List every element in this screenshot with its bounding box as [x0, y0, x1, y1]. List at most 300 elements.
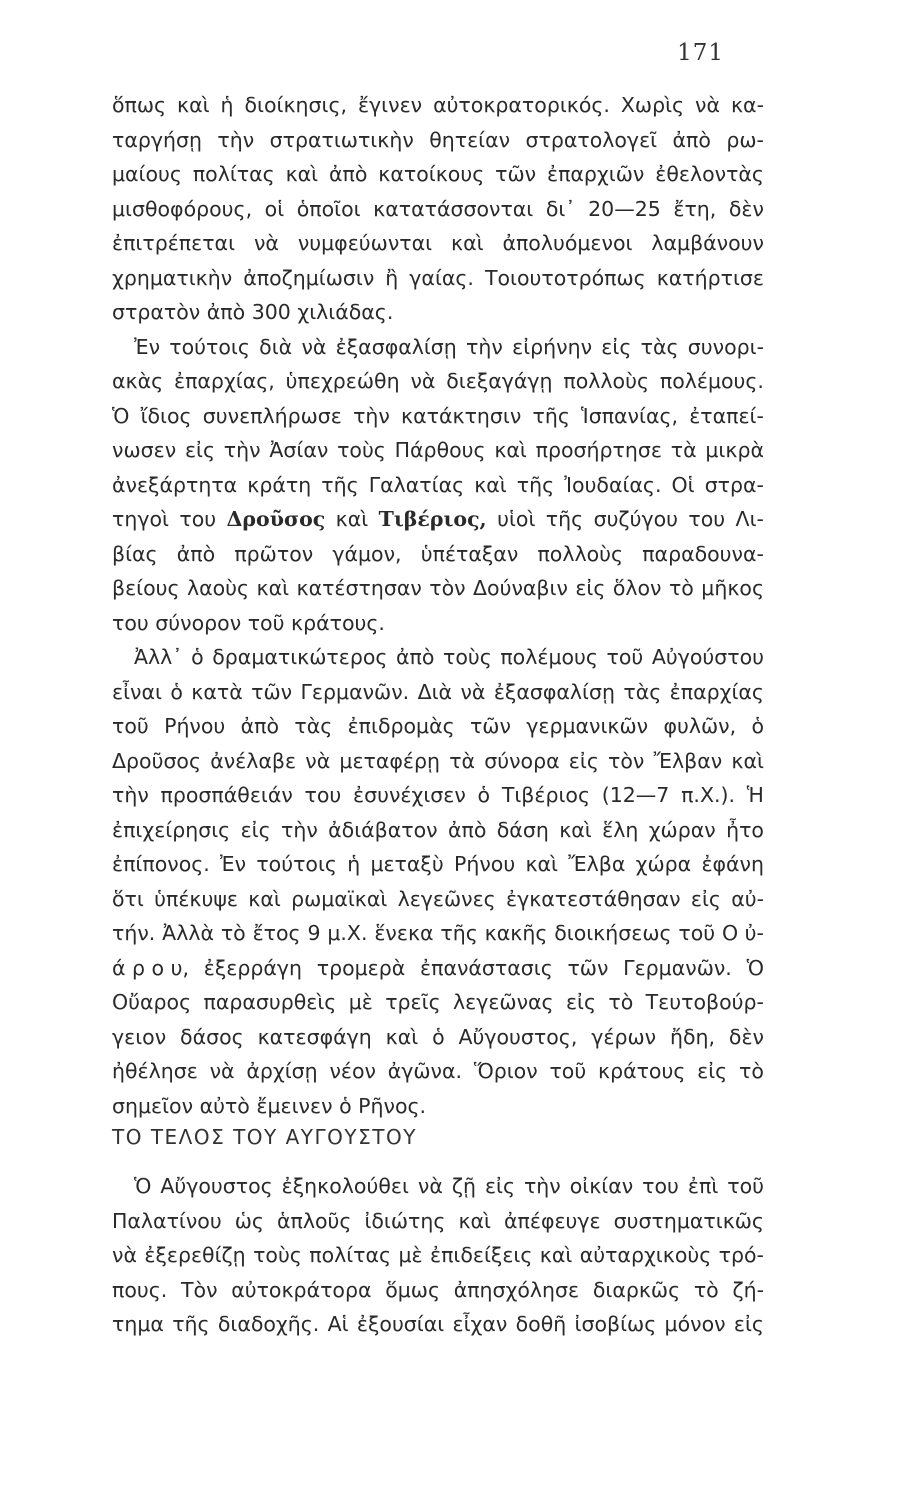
word: ἀπέφευγε: [504, 1208, 601, 1233]
word: γέρων: [591, 1024, 657, 1049]
word: εἰρήνην: [512, 334, 593, 359]
word: ἐπὶ: [687, 1174, 719, 1198]
word: ὅλον: [612, 576, 662, 600]
word: δοθῆ: [515, 1312, 567, 1336]
word: κράτους: [597, 1059, 686, 1083]
word: κατοίκους: [378, 162, 485, 186]
word: καὶ: [539, 1243, 573, 1267]
word: δραματικώτερος: [212, 645, 388, 669]
word: εἰς: [184, 438, 215, 462]
word: ταργήσῃ: [112, 127, 202, 152]
word: κατάκτησιν: [401, 403, 522, 428]
word: Παλατίνου: [112, 1208, 222, 1233]
word: ἢ: [385, 265, 399, 290]
word: τῆς: [545, 507, 584, 531]
page-number: 171: [677, 40, 724, 66]
word: διοικήσεως: [554, 921, 672, 945]
word: ὁ: [477, 783, 491, 807]
word: του: [688, 507, 726, 531]
text-line: [112, 640, 764, 675]
text-line: [112, 192, 764, 227]
word: ὁ: [432, 1024, 445, 1049]
word: λαμβάνουν: [651, 231, 764, 255]
word: δὲν: [728, 196, 764, 221]
word: τὴν: [523, 1174, 561, 1198]
word: γερμανικῶν: [526, 714, 649, 738]
word: καὶ: [450, 231, 484, 255]
word: πολέμους: [500, 645, 598, 669]
word: παραδουνα-: [642, 541, 764, 566]
word: οἰκίαν: [569, 1174, 634, 1198]
word: Ὅριον: [473, 1059, 538, 1083]
word: ἔμεινεν: [256, 1093, 333, 1118]
word: τούτοις: [169, 334, 250, 359]
word: τοὺς: [442, 645, 492, 669]
word: πολίτας: [309, 1243, 392, 1267]
word: τοὺς: [253, 1243, 302, 1267]
word: τῆς: [321, 472, 359, 497]
word: ἐξασφαλίσῃ: [493, 679, 615, 704]
word: 300: [251, 300, 291, 324]
word: του: [304, 783, 342, 807]
word: μὲ: [348, 990, 373, 1014]
word: λεγεῶνες: [397, 886, 496, 911]
text-line: [112, 1307, 764, 1342]
word: ὅμως: [385, 1277, 440, 1302]
word: γειον: [112, 1024, 167, 1049]
word: τὸ: [608, 990, 634, 1014]
word: Λι-: [735, 507, 764, 531]
text-line: [112, 882, 764, 917]
word: Ἀλλ᾽: [134, 645, 183, 669]
word: παρασυρθεὶς: [203, 990, 337, 1014]
word: συνεπλήρωσε: [202, 403, 342, 428]
word: ἀγῶνα.: [387, 1059, 463, 1083]
word: εἶχαν: [452, 1312, 508, 1336]
word: βίας: [112, 541, 158, 566]
word: κα-: [730, 93, 764, 117]
word: ἡ: [220, 93, 234, 117]
word: καὶ: [248, 886, 281, 911]
text-line: [112, 502, 764, 537]
word: πολλοὺς: [563, 369, 649, 393]
word: Ὁ: [134, 1174, 152, 1198]
word: νυμφεύωνται: [297, 231, 433, 255]
word: Τευτοβούρ-: [645, 990, 764, 1014]
text-line: [112, 675, 764, 710]
word: πολέμους.: [659, 369, 764, 393]
word: τῆς: [172, 1312, 210, 1336]
word: ἰσοβίως: [574, 1312, 657, 1336]
word: τηγοὶ: [112, 507, 169, 531]
word: ὡς: [234, 1208, 264, 1233]
word: ἕλη: [602, 817, 639, 842]
word: ἐγκατεστάθησαν: [506, 886, 681, 911]
word: ἐξερεθίζῃ: [144, 1243, 246, 1267]
word: στρατολογεῖ: [525, 127, 658, 152]
word: γάμον,: [332, 541, 402, 566]
word: ακὰς: [112, 369, 164, 393]
word: ἡ: [347, 852, 361, 876]
word: μισθοφόρους,: [112, 196, 253, 221]
word: αὐταρχικοὺς: [579, 1243, 712, 1267]
word: νὰ: [253, 231, 279, 255]
word: μ.Χ.: [327, 921, 368, 945]
word: σημεῖον: [112, 1093, 194, 1118]
word: εἰς: [575, 576, 606, 600]
word: μὲ: [398, 1243, 423, 1267]
word: ἐφάνη: [701, 852, 764, 876]
word: καὶ: [525, 852, 558, 876]
word: λαοὺς: [186, 576, 250, 600]
word: τὴν: [281, 817, 318, 842]
text-line: [112, 1204, 764, 1239]
word: τῆς: [440, 921, 478, 945]
word: ζῇ: [451, 1174, 476, 1198]
word: προσήρτησε: [535, 438, 662, 462]
word: στρα-: [704, 472, 764, 497]
word: ἐπιτρέπεται: [112, 231, 236, 255]
word: καὶ: [731, 748, 764, 773]
text-line: [112, 813, 764, 848]
word: αὐ-: [731, 886, 764, 911]
word: τρομερὰ: [316, 955, 406, 980]
word: τὴν: [353, 403, 390, 428]
word: κράτους.: [291, 610, 385, 635]
text-line: [112, 330, 764, 365]
word: διοίκησις,: [244, 93, 348, 117]
word: Οὔαρος: [112, 990, 192, 1014]
word: τοῦ: [727, 1174, 764, 1198]
word: βείους: [112, 576, 180, 600]
text-line: [112, 916, 764, 951]
word: τὸ: [693, 1277, 719, 1302]
word: Τὸν: [181, 1277, 218, 1302]
word: πους.: [112, 1277, 168, 1302]
word: καὶ: [559, 817, 592, 842]
word: τοὺς: [337, 438, 386, 462]
word: ἐπιδρομὰς: [347, 714, 455, 738]
word: εἶναι: [112, 679, 162, 704]
text-line: [112, 985, 764, 1020]
word: πολλοὺς: [537, 541, 624, 566]
word: μῆκος: [701, 576, 764, 600]
word: ἐπίπονος.: [112, 852, 210, 876]
word: τὴν: [112, 783, 149, 807]
word: Διὰ: [417, 679, 453, 704]
word: ἐπιδείξεις: [429, 1243, 533, 1267]
word: Ο ὐ-: [722, 921, 764, 945]
word: λεγεῶνας: [452, 990, 554, 1014]
word: Γερμανῶν.: [623, 955, 732, 980]
word: νωσεν: [112, 438, 177, 462]
word: του: [642, 1174, 679, 1198]
word: ὑπέταξαν: [420, 541, 519, 566]
word: Ἀσίαν: [269, 438, 329, 462]
word: ἦτο: [726, 817, 764, 842]
word: τὸ: [668, 576, 694, 600]
word: ἐξασφαλίσῃ: [335, 334, 457, 359]
word: τούτοις: [256, 852, 337, 876]
word: π.Χ.).: [681, 783, 736, 807]
word: ἀπὸ: [672, 127, 711, 152]
word: νὰ: [410, 369, 436, 393]
word: νὰ: [301, 334, 327, 359]
word: χιλιάδας.: [297, 300, 394, 324]
text-line: [112, 951, 764, 986]
word: κατέστησαν: [296, 576, 422, 600]
word: ὑπέκυψε: [154, 886, 238, 911]
word: ἀδιάβατον: [328, 817, 438, 842]
text-line: [112, 744, 764, 779]
text-line: [112, 1169, 764, 1204]
word: πρῶτον: [234, 541, 314, 566]
word: Χωρὶς: [620, 93, 685, 117]
word: κατήρτισε: [656, 265, 764, 290]
word: τοῦ: [606, 645, 644, 669]
word: εἰς: [565, 990, 597, 1014]
word: ὑπεχρεώθη: [285, 369, 400, 393]
word: ἀνεξάρτητα: [112, 472, 238, 497]
word: Ἀλλὰ: [162, 921, 214, 945]
word: τὸν: [608, 748, 645, 773]
word: Ἐν: [220, 852, 247, 876]
word: Τοιουτοτρόπως: [484, 265, 646, 290]
word: του: [179, 507, 217, 531]
word: καὶ: [474, 472, 507, 497]
word: θητείαν: [429, 127, 511, 152]
word: Οἱ: [671, 472, 695, 497]
word: τοῦ: [549, 1059, 587, 1083]
word: κατεσφάγη: [257, 1024, 372, 1049]
word: ὁ: [339, 1093, 352, 1118]
word: (12—7: [601, 783, 670, 807]
word: ἐσυνέχισεν: [353, 783, 466, 807]
word: ἀπὸ: [396, 645, 435, 669]
section-heading: ΤΟ ΤΕΛΟΣ ΤΟΥ ΑΥΓΟΥΣΤΟΥ: [112, 1125, 417, 1149]
word: ἀποζημίωσιν: [243, 265, 375, 290]
section-text-block: [112, 1169, 764, 1342]
word: οἱ: [264, 196, 285, 221]
word: Δροῦσος: [226, 507, 326, 531]
word: τὰ: [449, 748, 476, 773]
word: κατατάσσονται: [373, 196, 534, 221]
word: νὰ: [417, 1174, 443, 1198]
word: Αὐγούστου: [651, 645, 764, 669]
word: εἰς: [601, 334, 632, 359]
word: εἰς: [240, 817, 271, 842]
word: ἔτος: [252, 921, 301, 945]
text-line: [112, 1054, 764, 1089]
word: τῆς: [532, 403, 570, 428]
word: ἀπολυόμενοι: [502, 231, 633, 255]
text-line: [112, 364, 764, 399]
word: καὶ: [335, 507, 369, 531]
text-line: [112, 468, 764, 503]
word: ἤδη,: [669, 1024, 716, 1049]
word: εἰς: [733, 1312, 764, 1336]
word: ζή-: [732, 1277, 764, 1302]
word: Ὁ: [746, 955, 764, 980]
word: μικρὰ: [705, 438, 764, 462]
word: ἐθελοντὰς: [655, 162, 764, 186]
word: χώρα: [635, 852, 692, 876]
text-line: [112, 226, 764, 261]
text-line: [112, 157, 764, 192]
word: Αὔγουστος,: [458, 1024, 578, 1049]
word: προσπάθειάν: [160, 783, 293, 807]
word: μόνον: [664, 1312, 726, 1336]
text-line: [112, 537, 764, 572]
word: χρηματικὴν: [112, 265, 233, 290]
word: ἠθέλησε: [112, 1059, 198, 1083]
word: ἀρχίσῃ: [246, 1059, 318, 1083]
word: τὴν: [217, 127, 255, 152]
word: ἁπλοῦς: [276, 1208, 352, 1233]
word: τὸ: [220, 921, 246, 945]
word: αὐτοκράτορα: [231, 1277, 372, 1302]
word: ἀπὸ: [329, 162, 368, 186]
word: Ἡ: [746, 783, 764, 807]
text-line: [112, 1089, 764, 1124]
word: τῶν: [495, 162, 537, 186]
word: χώραν: [648, 817, 716, 842]
word: ἔτη,: [673, 196, 717, 221]
word: ἐξερράγη: [203, 955, 302, 980]
word: Ἔλβα: [568, 852, 626, 876]
word: ἀπὸ: [176, 541, 216, 566]
word: ἐταπεί-: [689, 403, 764, 428]
word: Γαλατίας: [368, 472, 465, 497]
word: νέον: [329, 1059, 376, 1083]
text-line: [112, 778, 764, 813]
word: τῶν: [469, 714, 511, 738]
word: Ἔλβαν: [653, 748, 723, 773]
word: νὰ: [305, 748, 331, 773]
word: ἐπιχείρησις: [112, 817, 231, 842]
word: τὴν: [466, 334, 503, 359]
word: κατὰ: [191, 679, 243, 704]
word: πολίτας: [192, 162, 275, 186]
word: ρω-: [726, 127, 764, 152]
text-line: [112, 261, 764, 296]
word: ἀπησχόλησε: [453, 1277, 580, 1302]
word: τοῦ: [112, 714, 149, 738]
word: Ὁ: [112, 403, 130, 428]
text-line: [112, 571, 764, 606]
word: ἀπὸ: [447, 817, 487, 842]
word: γαίας.: [409, 265, 474, 290]
word: Ἰουδαίας.: [564, 472, 662, 497]
word: ἐπαρχίας,: [174, 369, 275, 393]
word: ὁ: [191, 645, 204, 669]
text-line: [112, 847, 764, 882]
word: τὰς: [294, 714, 333, 738]
word: τὴν: [223, 438, 261, 462]
word: διὰ: [259, 334, 293, 359]
text-line: [112, 606, 764, 641]
word: νὰ: [209, 1059, 235, 1083]
word: Αὔγουστος: [160, 1174, 273, 1198]
word: υἱοὶ: [497, 507, 536, 531]
text-line: [112, 709, 764, 744]
word: ὅτι: [112, 886, 144, 911]
word: κράτη: [247, 472, 312, 497]
word: ἐξουσίαι: [356, 1312, 445, 1336]
word: τρό-: [718, 1243, 764, 1267]
word: ἔγινεν: [357, 93, 423, 117]
word: εἰς: [484, 1174, 515, 1198]
word: ὁ: [170, 679, 183, 704]
word: τὸν: [429, 576, 466, 600]
word: τὰ: [670, 438, 697, 462]
word: ἐξηκολούθει: [281, 1174, 409, 1198]
text-line: [112, 1273, 764, 1308]
word: δάσος: [180, 1024, 244, 1049]
word: Αἱ: [327, 1312, 349, 1336]
word: δι᾽: [545, 196, 576, 221]
word: τὸ: [739, 1059, 764, 1083]
word: τῶν: [251, 679, 293, 704]
text-line: [112, 1020, 764, 1055]
word: Δροῦσος: [112, 748, 202, 773]
word: Ρῆνος.: [358, 1093, 427, 1118]
word: ὅπως: [112, 93, 167, 117]
word: δάση: [496, 817, 549, 842]
word: Πάρθους: [394, 438, 486, 462]
word: Ρήνου: [453, 852, 516, 876]
word: στρατὸν: [112, 300, 201, 324]
word: Γερμανῶν.: [300, 679, 410, 704]
word: εἰς: [690, 886, 721, 911]
word: ὁποῖοι: [296, 196, 361, 221]
word: καὶ: [256, 576, 290, 600]
word: τημα: [112, 1312, 164, 1336]
word: νὰ: [695, 93, 721, 117]
word: ἴδιος: [140, 403, 192, 428]
text-line: [112, 1238, 764, 1273]
word: Τιβέριος: [501, 783, 590, 807]
word: καὶ: [385, 1024, 419, 1049]
word: διαδοχῆς.: [217, 1312, 320, 1336]
word: μεταφέρῃ: [339, 748, 440, 773]
word: ἰδιώτης: [364, 1208, 446, 1233]
word: Ἐν: [134, 334, 161, 359]
word: σύνορα: [484, 748, 560, 773]
word: κακῆς: [484, 921, 548, 945]
word: τοῦ: [247, 610, 285, 635]
word: καὶ: [285, 162, 319, 186]
word: σύνορον: [155, 610, 242, 635]
word: ὁ: [751, 714, 764, 738]
word: τὰς: [640, 334, 679, 359]
word: συνορι-: [687, 334, 764, 359]
word: Ἱσπανίας,: [581, 403, 679, 428]
word: αὐτὸ: [199, 1093, 250, 1118]
word: διεξαγάγῃ: [446, 369, 553, 393]
word: εἰς: [697, 1059, 728, 1083]
text-line: [112, 88, 764, 123]
word: ἀπὸ: [240, 714, 280, 738]
word: του: [112, 610, 149, 635]
word: μαίους: [112, 162, 182, 186]
word: ρωμαϊκαὶ: [291, 886, 388, 911]
word: συζύγου: [593, 507, 678, 531]
word: καὶ: [458, 1208, 491, 1233]
word: ἕνεκα: [374, 921, 434, 945]
word: 9: [307, 921, 321, 945]
word: νὰ: [460, 679, 486, 704]
